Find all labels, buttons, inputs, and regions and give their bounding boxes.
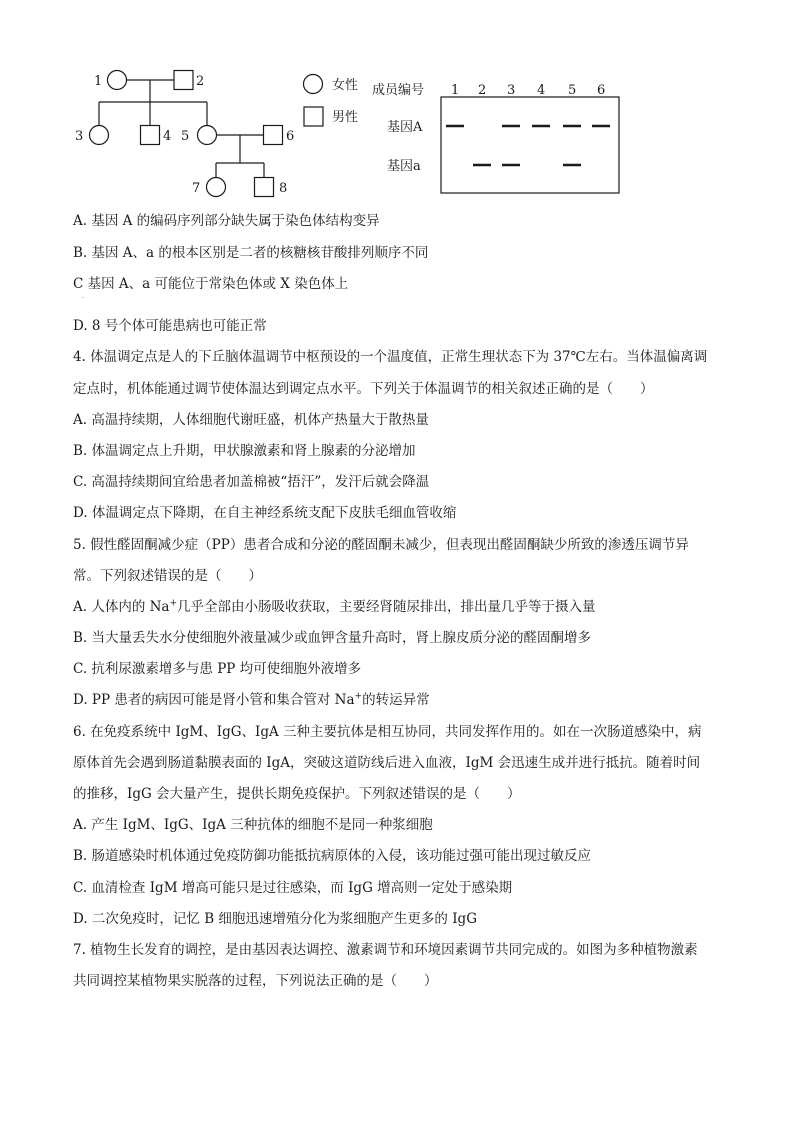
superscript-plus: + bbox=[354, 691, 363, 702]
q3-option-c: C 基因 A、a 可能位于常染色体或 X 染色体上 bbox=[73, 276, 349, 292]
pedigree-id-4: 4 bbox=[163, 129, 172, 144]
gel-lane-5: 5 bbox=[568, 83, 577, 98]
pedigree-male-8 bbox=[255, 178, 274, 197]
q6-option-d: D. 二次免疫时，记忆 B 细胞迅速增殖分化为浆细胞产生更多的 IgG bbox=[73, 911, 477, 927]
pedigree-female-1 bbox=[108, 71, 127, 90]
pedigree-male-4 bbox=[141, 126, 160, 145]
q6-option-a: A. 产生 IgM、IgG、IgA 三种抗体的细胞不是同一种浆细胞 bbox=[73, 817, 433, 833]
gel-lane-3: 3 bbox=[507, 83, 516, 98]
q4-option-d: D. 体温调定点下降期，在自主神经系统支配下皮肤毛细血管收缩 bbox=[73, 505, 457, 521]
pedigree-male-2 bbox=[174, 71, 193, 90]
q5-option-a bbox=[73, 599, 596, 615]
gel-lane-4: 4 bbox=[537, 83, 546, 98]
q7-stem-line-1: 7. 植物生长发育的调控，是由基因表达调控、激素调节和环境因素调节共同完成的。如图为多种植物激素 bbox=[73, 942, 698, 958]
pedigree-id-1: 1 bbox=[94, 74, 103, 89]
gel-row-b-label: 基因a bbox=[387, 159, 421, 174]
legend-female-symbol bbox=[304, 75, 323, 94]
gel-lane-1: 1 bbox=[451, 83, 460, 98]
legend-male-label: 男性 bbox=[332, 110, 359, 125]
pedigree-id-5: 5 bbox=[181, 129, 190, 144]
q7-stem-line-2: 共同调控某植物果实脱落的过程，下列说法正确的是（ ） bbox=[73, 973, 438, 989]
q5-option-d bbox=[73, 692, 430, 708]
q6-stem-line-1: 6. 在免疫系统中 IgM、IgG、IgA 三种主要抗体是相互协同，共同发挥作用的。如在一次肠道感染中，病 bbox=[73, 724, 702, 740]
q5-stem-line-2: 常。下列叙述错误的是（ ） bbox=[73, 568, 262, 584]
q4-option-b: B. 体温调定点上升期，甲状腺激素和肾上腺素的分泌增加 bbox=[73, 443, 416, 459]
q4-stem-line-1: 4. 体温调定点是人的下丘脑体温调节中枢预设的一个温度值，正常生理状态下为 37℃左右。当体温偏离调 bbox=[73, 349, 708, 365]
q5-option-d-rest: 的转运异常 bbox=[362, 692, 430, 708]
q5-option-b: B. 当大量丢失水分使细胞外液量减少或血钾含量升高时，肾上腺皮质分泌的醛固酮增多 bbox=[73, 630, 592, 646]
gel-frame bbox=[441, 97, 619, 193]
q3-option-b: B. 基因 A、a 的根本区别是二者的核糖核苷酸排列顺序不同 bbox=[73, 245, 429, 261]
q5-option-c: C. 抗利尿激素增多与患 PP 均可使细胞外液增多 bbox=[73, 661, 362, 677]
pedigree-id-3: 3 bbox=[75, 129, 84, 144]
stray-dot-mark: · bbox=[82, 295, 84, 302]
gel-lane-6: 6 bbox=[597, 83, 606, 98]
q6-option-c: C. 血清检查 IgM 增高可能只是过往感染，而 IgG 增高则一定处于感染期 bbox=[73, 880, 513, 896]
pedigree-male-6 bbox=[264, 126, 283, 145]
q3-option-a: A. 基因 A 的编码序列部分缺失属于染色体结构变异 bbox=[73, 213, 380, 229]
q4-option-c: C. 高温持续期间宜给患者加盖棉被“捂汗”，发汗后就会降温 bbox=[73, 474, 430, 490]
legend-female-label: 女性 bbox=[332, 78, 359, 93]
q6-stem-line-3: 的推移，IgG 会大量产生，提供长期免疫保护。下列叙述错误的是（ ） bbox=[73, 786, 521, 802]
pedigree-gel-figure bbox=[70, 62, 630, 204]
q5-option-d-text: D. PP 患者的病因可能是肾小管和集合管对 Na bbox=[73, 692, 355, 708]
q3-option-d: D. 8 号个体可能患病也可能正常 bbox=[73, 318, 267, 334]
pedigree-id-8: 8 bbox=[279, 181, 288, 196]
gel-lane-2: 2 bbox=[478, 83, 487, 98]
pedigree-female-7 bbox=[207, 178, 226, 197]
q5-stem-line-1: 5. 假性醛固酮减少症（PP）患者合成和分泌的醛固酮未减少，但表现出醛固酮缺少所致的渗透压调节异 bbox=[73, 537, 689, 553]
pedigree-id-6: 6 bbox=[286, 129, 295, 144]
gel-header: 成员编号 bbox=[372, 83, 425, 98]
q6-stem-line-2: 原体首先会遇到肠道黏膜表面的 IgA，突破这道防线后进入血液，IgM 会迅速生成并进行抵抗。随着时间 bbox=[73, 755, 701, 771]
q4-stem-line-2: 定点时，机体能通过调节使体温达到调定点水平。下列关于体温调节的相关叙述正确的是（ ） bbox=[73, 381, 654, 397]
q5-option-a-rest: 几乎全部由小肠吸收获取，主要经肾随尿排出，排出量几乎等于摄入量 bbox=[177, 599, 596, 615]
gel-row-a-label: 基因A bbox=[387, 120, 423, 135]
superscript-plus: + bbox=[169, 598, 178, 609]
q6-option-b: B. 肠道感染时机体通过免疫防御功能抵抗病原体的入侵，该功能过强可能出现过敏反应 bbox=[73, 848, 592, 864]
pedigree-id-7: 7 bbox=[192, 181, 201, 196]
pedigree-id-2: 2 bbox=[196, 74, 205, 89]
legend-male-symbol bbox=[304, 107, 323, 126]
pedigree-female-5 bbox=[198, 126, 217, 145]
q4-option-a: A. 高温持续期，人体细胞代谢旺盛，机体产热量大于散热量 bbox=[73, 412, 429, 428]
q5-option-a-text: A. 人体内的 Na bbox=[73, 599, 170, 615]
pedigree-female-3 bbox=[90, 126, 109, 145]
